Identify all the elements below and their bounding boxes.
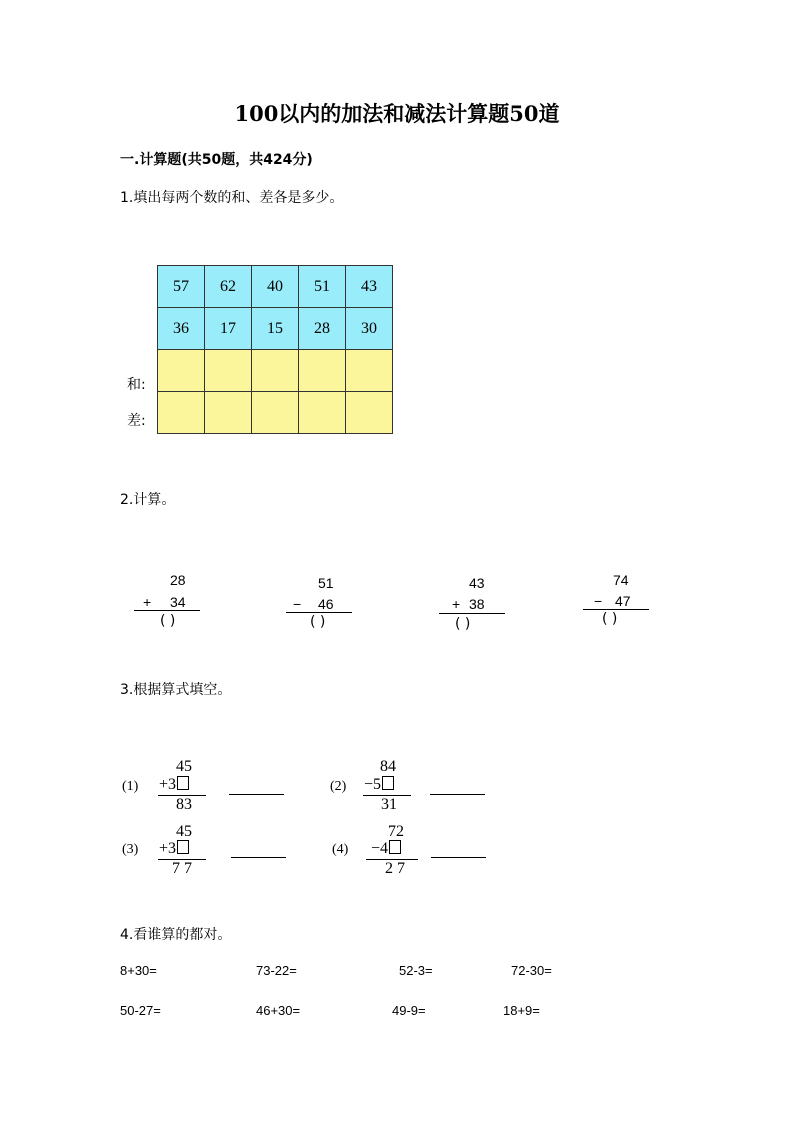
table-cell: 51 [299,266,346,308]
mental-math-item: 49-9= [392,1003,426,1018]
question-3-label: 3.根据算式填空。 [120,682,232,698]
table-cell: 17 [205,308,252,350]
table-cell: 15 [252,308,299,350]
vertical-top-number: 45 [176,758,192,775]
sum-row-label: 和: [127,377,146,393]
answer-blank[interactable] [229,794,284,795]
table-row-second-numbers [158,308,393,350]
vertical-middle-expression: −4 [371,840,401,858]
section-heading: 一.计算题(共50题，共424分) [120,152,313,168]
blank-box-icon[interactable] [177,776,189,790]
item-number: (3) [122,842,139,857]
blank-box-icon[interactable] [389,840,401,854]
table-row-top-numbers [158,266,393,308]
vertical-result: 31 [381,796,397,813]
mental-math-item: 52-3= [399,963,433,978]
mental-math-item: 18+9= [503,1003,540,1018]
answer-cell[interactable] [252,350,299,392]
answer-blank[interactable] [431,857,486,858]
mental-math-item: 73-22= [256,963,297,978]
table-cell: 62 [205,266,252,308]
mental-math-item: 46+30= [256,1003,301,1018]
vertical-line [439,613,505,614]
vertical-top-number: 74 [613,572,629,588]
answer-cell[interactable] [299,350,346,392]
item-number: (4) [332,842,349,857]
diff-row-label: 差: [127,413,146,429]
mental-math-item: 8+30= [120,963,157,978]
answer-cell[interactable] [346,350,393,392]
vertical-middle-expression: +3 [159,776,189,794]
answer-cell[interactable] [252,392,299,434]
blank-box-icon[interactable] [177,840,189,854]
table-row-sum-answers [158,350,393,392]
vertical-result: 2 7 [385,860,405,877]
vertical-bottom-number: 34 [170,594,186,610]
answer-cell[interactable] [346,392,393,434]
vertical-result: 7 7 [172,860,192,877]
mental-math-item: 50-27= [120,1003,161,1018]
question-4-label: 4.看谁算的都对。 [120,927,232,943]
answer-cell[interactable] [158,392,205,434]
answer-cell[interactable] [299,392,346,434]
table-cell: 28 [299,308,346,350]
table-cell: 36 [158,308,205,350]
vertical-line [286,612,352,613]
vertical-top-number: 84 [380,758,396,775]
vertical-line [583,609,649,610]
vertical-operator: + [143,594,152,610]
blank-box-icon[interactable] [382,776,394,790]
answer-blank[interactable] [430,794,485,795]
vertical-top-number: 72 [388,823,404,840]
vertical-line [134,610,200,611]
vertical-operator: − [293,596,302,612]
vertical-top-number: 45 [176,823,192,840]
question-2-label: 2.计算。 [120,492,176,508]
vertical-operator: + [452,596,461,612]
page-title: 100以内的加法和减法计算题50道 [234,101,560,126]
answer-parentheses[interactable]: ( ) [602,611,618,627]
answer-parentheses[interactable]: ( ) [160,613,176,629]
vertical-result: 83 [176,796,192,813]
table-cell: 43 [346,266,393,308]
vertical-bottom-number: 47 [615,593,631,609]
item-number: (1) [122,779,139,794]
vertical-operator: − [594,593,603,609]
answer-parentheses[interactable]: ( ) [310,614,326,630]
table-cell: 40 [252,266,299,308]
vertical-middle-expression: −5 [364,776,394,794]
answer-parentheses[interactable]: ( ) [455,616,471,632]
mental-math-item: 72-30= [511,963,552,978]
item-number: (2) [330,779,347,794]
answer-cell[interactable] [205,392,252,434]
vertical-bottom-number: 38 [469,596,485,612]
answer-blank[interactable] [231,857,286,858]
vertical-top-number: 28 [170,572,186,588]
answer-cell[interactable] [205,350,252,392]
table-cell: 57 [158,266,205,308]
vertical-bottom-number: 46 [318,596,334,612]
table-cell: 30 [346,308,393,350]
vertical-middle-expression: +3 [159,840,189,858]
vertical-top-number: 43 [469,575,485,591]
question-1-label: 1.填出每两个数的和、差各是多少。 [120,190,344,206]
sum-difference-table [157,265,393,434]
table-row-diff-answers [158,392,393,434]
vertical-top-number: 51 [318,575,334,591]
answer-cell[interactable] [158,350,205,392]
